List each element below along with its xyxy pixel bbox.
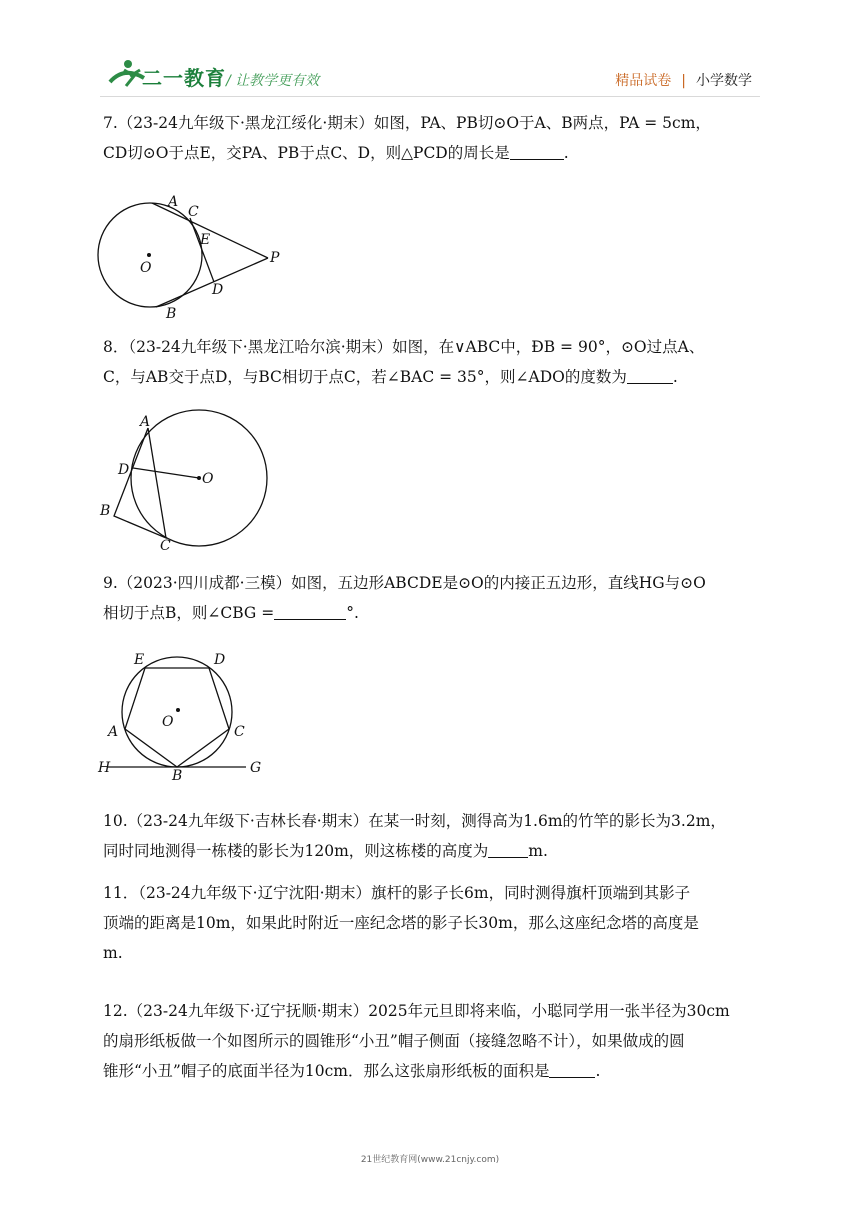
answer-blank[interactable]: [627, 365, 673, 384]
label-D: D: [212, 282, 224, 298]
question-10-line1: 10.（23-24九年级下·吉林长春·期末）在某一时刻，测得高为1.6m的竹竿的影长为3.2m，: [103, 812, 726, 830]
header-subject: 小学数学: [696, 73, 752, 89]
question-10-end: m.: [528, 842, 548, 860]
question-12-line2: 的扇形纸板做一个如图所示的圆锥形“小丑”帽子侧面（接缝忽略不计），如果做成的圆: [103, 1032, 685, 1050]
label-O: O: [202, 471, 214, 487]
question-8-end: .: [672, 368, 678, 386]
question-9: [103, 568, 763, 628]
question-9-line2: [103, 598, 763, 628]
label-D: D: [118, 462, 130, 478]
answer-blank[interactable]: [510, 141, 564, 160]
label-E: E: [134, 652, 145, 668]
label-B: B: [166, 306, 177, 320]
question-8-line1: 8．（23-24九年级下·黑龙江哈尔滨·期末）如图，在∨ABC中，ÐB = 90°，⊙O过点A、: [103, 338, 705, 356]
answer-blank[interactable]: [488, 839, 528, 858]
slogan: / 让教学更有效: [226, 73, 320, 89]
label-C: C: [234, 724, 245, 740]
question-8-line2-text: C，与AB交于点D，与BC相切于点C，若∠BAC = 35°，则∠ADO的度数为: [103, 368, 627, 386]
question-7-line2: [103, 138, 763, 168]
header-separator: |: [681, 73, 686, 89]
label-C: C: [160, 538, 171, 554]
label-B: B: [100, 503, 111, 519]
question-10-line2: [103, 836, 763, 866]
page-footer: 21世纪教育网(www.21cnjy.com): [360, 1155, 500, 1165]
question-11: [103, 878, 763, 968]
question-7: [103, 108, 763, 168]
label-A: A: [108, 724, 119, 740]
label-H: H: [98, 760, 111, 776]
label-O: O: [162, 714, 174, 730]
question-11-line2: 顶端的距离是10m，如果此时附近一座纪念塔的影子长30m，那么这座纪念塔的高度是: [103, 914, 699, 932]
header-right: [615, 70, 752, 90]
question-9-end: °.: [346, 604, 359, 622]
figure-q8: [96, 408, 296, 558]
question-12-line1: 12.（23-24九年级下·辽宁抚顺·期末）2025年元旦即将来临，小聪同学用一张半径为30cm: [103, 1002, 730, 1020]
label-A: A: [168, 194, 179, 210]
label-D: D: [214, 652, 226, 668]
answer-blank[interactable]: [549, 1059, 595, 1078]
label-B: B: [172, 768, 183, 780]
question-7-line2-text: CD切⊙O于点E，交PA、PB于点C、D，则△PCD的周长是: [103, 144, 510, 162]
question-9-line1: 9.（2023·四川成都·三模）如图，五边形ABCDE是⊙O的内接正五边形，直线HG与⊙O: [103, 574, 706, 592]
question-9-line2-text: 相切于点B，则∠CBG =: [103, 604, 275, 622]
question-11-line3: m.: [103, 944, 123, 962]
question-11-line1: 11．（23-24九年级下·辽宁沈阳·期末）旗杆的影子长6m，同时测得旗杆顶端到其影子: [103, 884, 691, 902]
header-tag: 精品试卷: [615, 73, 672, 89]
question-10-line2-text: 同时同地测得一栋楼的影长为120m，则这栋楼的高度为: [103, 842, 489, 860]
question-10: [103, 806, 763, 866]
question-12-end: .: [595, 1062, 601, 1080]
question-12-line3-text: 锥形“小丑”帽子的底面半径为10cm．那么这张扇形纸板的面积是: [103, 1062, 550, 1080]
question-7-line1: 7.（23-24九年级下·黑龙江绥化·期末）如图，PA、PB切⊙O于A、B两点，PA = 5cm，: [103, 114, 711, 132]
logo-text: 二一教育: [142, 66, 226, 90]
page-header: [0, 0, 860, 100]
question-7-end: .: [563, 144, 569, 162]
label-A: A: [140, 414, 151, 430]
label-O: O: [140, 260, 152, 276]
question-12: [103, 996, 763, 1086]
figure-q7: [96, 190, 296, 320]
label-P: P: [270, 250, 280, 266]
header-divider: [100, 96, 760, 97]
label-E: E: [200, 232, 211, 248]
label-G: G: [250, 760, 262, 776]
question-12-line3: [103, 1056, 763, 1086]
answer-blank[interactable]: [274, 601, 346, 620]
question-8-line2: [103, 362, 763, 392]
figure-q9: [96, 646, 276, 780]
question-8: [103, 332, 763, 392]
label-C: C: [188, 204, 199, 220]
